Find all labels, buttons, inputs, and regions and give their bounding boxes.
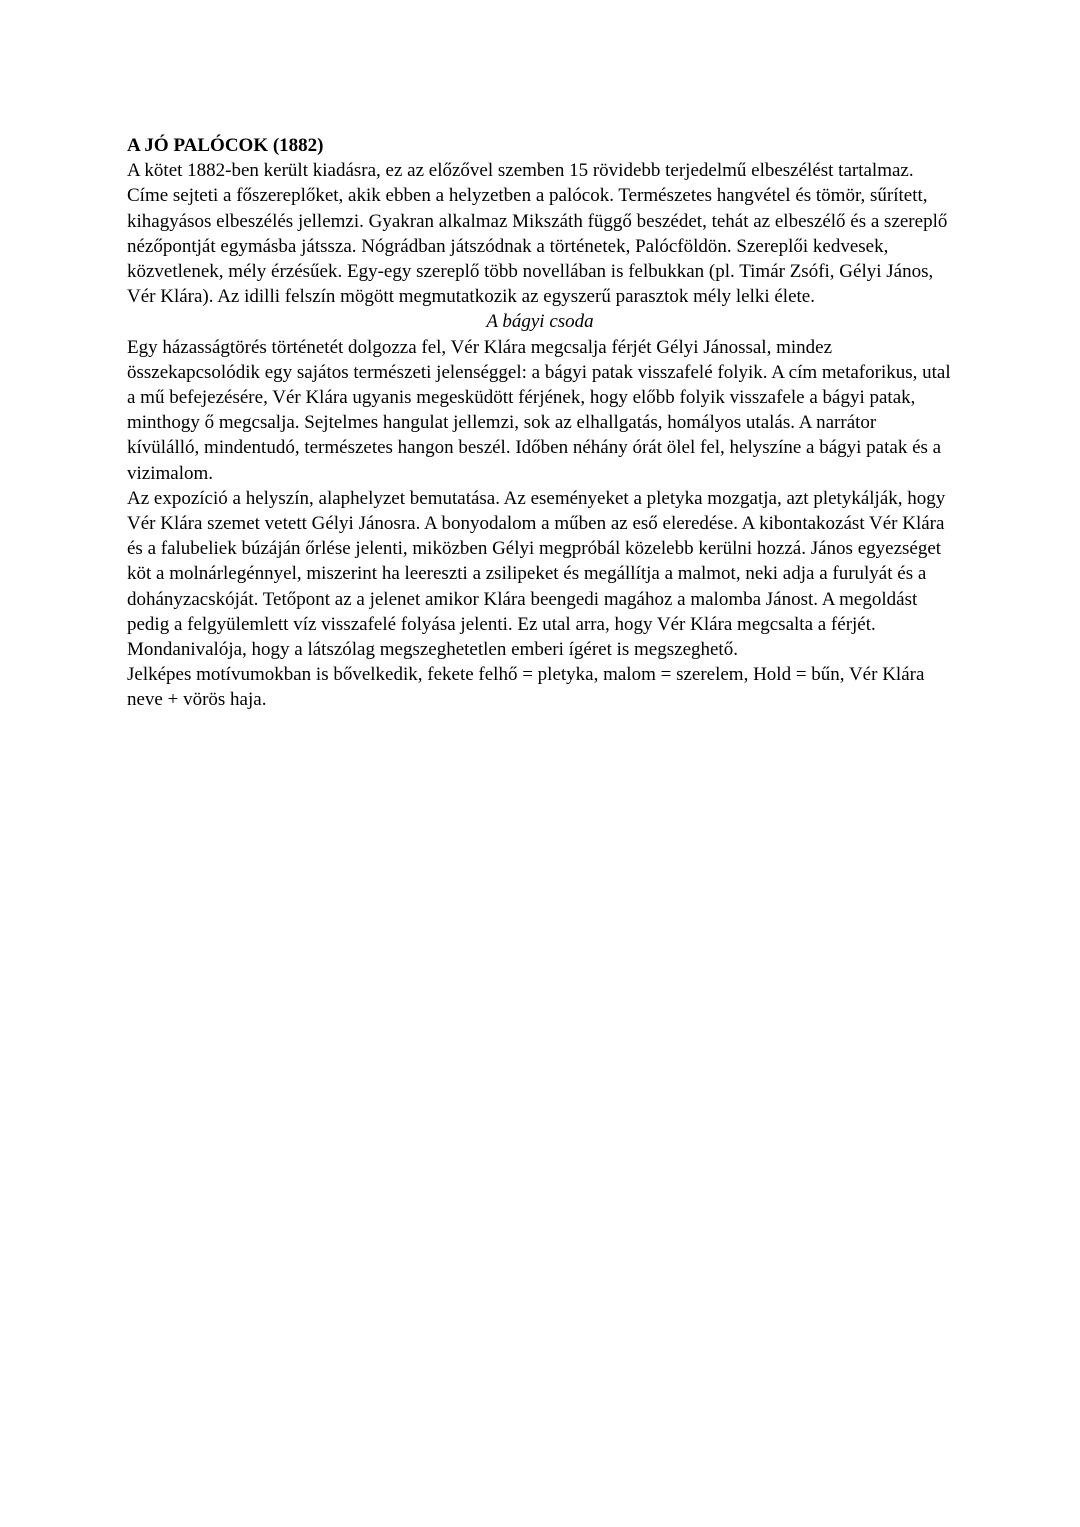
paragraph-symbolic-motifs: Jelképes motívumokban is bővelkedik, fekete felhő = pletyka, malom = szerelem, Hold = bűn, Vér Klára neve + vörös haja. (127, 664, 925, 711)
document-title: A JÓ PALÓCOK (1882) (127, 135, 324, 156)
paragraph-plot-structure: Az expozíció a helyszín, alaphelyzet bemutatása. Az eseményeket a pletyka mozgatja, azt pletykálják, hogy Vér Klára szemet vetett Gélyi Jánosra. A bonyodalom a műben az eső eleredése. A kibontakozást Vér Klára és a falubeliek búzáján őrlése jelenti, miközben Gélyi megpróbál közelebb kerülni hozzá. János egyezséget köt a molnárlegénnyel, miszerint ha leereszti a zsilipeket és megállítja a malmot, neki adja a furulyát és a dohányzacskóját. Tetőpont az a jelenet amikor Klára beengedi magához a malomba Jánost. A megoldást pedig a felgyülemlett víz visszafelé folyása jelenti. Ez utal arra, hogy Vér Klára megcsalta a férjét. Mondanivalója, hogy a látszólag megszeghetetlen emberi ígéret is megszeghető. (127, 487, 946, 661)
paragraph-volume-intro: A kötet 1882-ben került kiadásra, ez az előzővel szemben 15 rövidebb terjedelmű elbeszélést tartalmaz. Címe sejteti a főszereplőket, akik ebben a helyzetben a palócok. Természetes hangvétel és tömör, sűrített, kihagyásos elbeszélés jellemzi. Gyakran alkalmaz Mikszáth függő beszédet, tehát az elbeszélő és a szereplő nézőpontját egymásba játssza. Nógrádban játszódnak a történetek, Palócföldön. Szereplői kedvesek, közvetlenek, mély érzésűek. Egy-egy szereplő több novellában is felbukkan (pl. Timár Zsófi, Gélyi János, Vér Klára). Az idilli felszín mögött megmutatkozik az egyszerű parasztok mély lelki élete. (127, 160, 948, 308)
paragraph-story-summary: Egy házasságtörés történetét dolgozza fel, Vér Klára megcsalja férjét Gélyi Jánossal, mindez összekapcsolódik egy sajátos természeti jelenséggel: a bágyi patak visszafelé folyik. A cím metaforikus, utal a mű befejezésére, Vér Klára ugyanis megesküdött férjének, hogy előbb folyik visszafele a bágyi patak, minthogy ő megcsalja. Sejtelmes hangulat jellemzi, sok az elhallgatás, homályos utalás. A narrátor kívülálló, mindentudó, természetes hangon beszél. Időben néhány órát ölel fel, helyszíne a bágyi patak és a vizimalom. (127, 336, 951, 484)
document-page (127, 133, 953, 713)
section-heading-bagyi-csoda: A bágyi csoda (486, 311, 594, 333)
